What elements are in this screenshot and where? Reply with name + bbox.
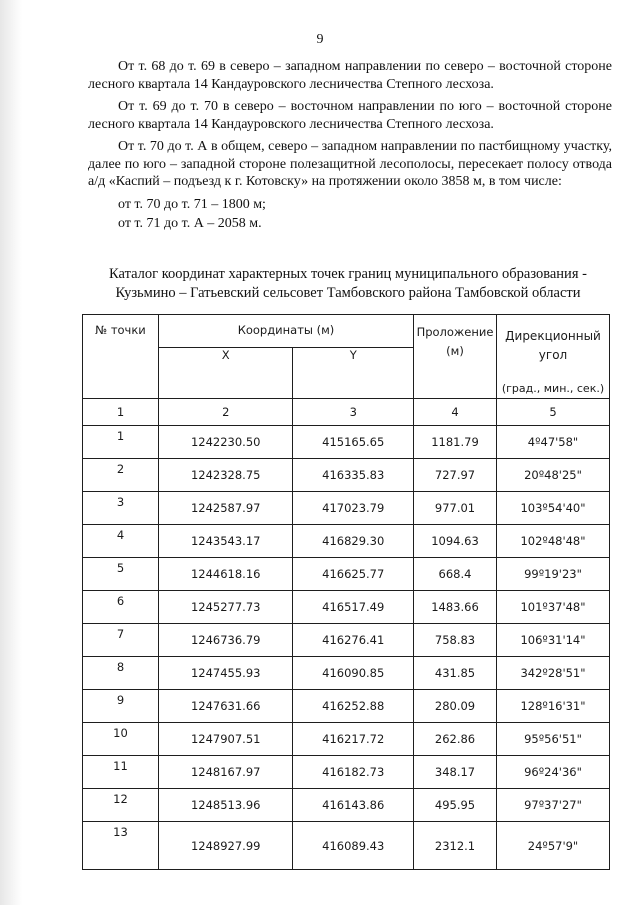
cell-length: 262.86 (414, 723, 497, 756)
cell-length: 668.4 (414, 558, 497, 591)
table-row (83, 426, 610, 459)
cell-point: 5 (83, 558, 159, 591)
cell-length: 758.83 (414, 624, 497, 657)
column-index: 4 (414, 399, 497, 426)
cell-angle: 96º24'36" (497, 756, 610, 789)
segment-item: от т. 70 до т. 71 – 1800 м; (118, 196, 266, 212)
page-number: 9 (316, 32, 324, 47)
boundary-description (88, 58, 612, 235)
cell-length: 727.97 (414, 459, 497, 492)
cell-x: 1244618.16 (159, 558, 293, 591)
table-row (83, 624, 610, 657)
cell-y: 417023.79 (293, 492, 414, 525)
cell-x: 1243543.17 (159, 525, 293, 558)
column-index: 1 (83, 399, 159, 426)
header-length: Проложение (м) (414, 315, 497, 399)
cell-point: 7 (83, 624, 159, 657)
cell-point: 1 (83, 426, 159, 459)
cell-point: 13 (83, 822, 159, 870)
cell-point: 6 (83, 591, 159, 624)
cell-angle: 24º57'9" (497, 822, 610, 870)
cell-point: 9 (83, 690, 159, 723)
header-x: X (159, 348, 293, 399)
cell-point: 10 (83, 723, 159, 756)
cell-angle: 4º47'58" (497, 426, 610, 459)
cell-length: 1094.63 (414, 525, 497, 558)
header-direction-unit: (град., мин., сек.) (501, 382, 605, 395)
cell-angle: 103º54'40" (497, 492, 610, 525)
cell-y: 416182.73 (293, 756, 414, 789)
table-row (83, 690, 610, 723)
cell-length: 280.09 (414, 690, 497, 723)
cell-angle: 102º48'48" (497, 525, 610, 558)
cell-y: 416335.83 (293, 459, 414, 492)
cell-x: 1248167.97 (159, 756, 293, 789)
cell-angle: 106º31'14" (497, 624, 610, 657)
table-row (83, 525, 610, 558)
cell-x: 1248513.96 (159, 789, 293, 822)
table-row (83, 756, 610, 789)
table-row (83, 459, 610, 492)
cell-point: 11 (83, 756, 159, 789)
cell-y: 416090.85 (293, 657, 414, 690)
table-row (83, 591, 610, 624)
cell-y: 416276.41 (293, 624, 414, 657)
table-row (83, 723, 610, 756)
cell-x: 1242328.75 (159, 459, 293, 492)
cell-y: 416089.43 (293, 822, 414, 870)
cell-x: 1247631.66 (159, 690, 293, 723)
cell-x: 1247455.93 (159, 657, 293, 690)
coordinates-table (82, 314, 610, 870)
cell-angle: 20º48'25" (497, 459, 610, 492)
cell-point: 3 (83, 492, 159, 525)
table-caption: Каталог координат характерных точек границ муниципального образования - Кузьмино – Гатьевский сельсовет Тамбовского района Тамбовской области (109, 266, 587, 301)
cell-length: 431.85 (414, 657, 497, 690)
cell-x: 1248927.99 (159, 822, 293, 870)
table-row (83, 822, 610, 870)
cell-y: 416217.72 (293, 723, 414, 756)
cell-x: 1242230.50 (159, 426, 293, 459)
cell-y: 416252.88 (293, 690, 414, 723)
header-point-number: № точки (83, 315, 159, 399)
cell-x: 1246736.79 (159, 624, 293, 657)
cell-angle: 97º37'27" (497, 789, 610, 822)
cell-point: 4 (83, 525, 159, 558)
table-row (83, 558, 610, 591)
column-index: 5 (497, 399, 610, 426)
table-row (83, 657, 610, 690)
table-row (83, 492, 610, 525)
paragraph: От т. 70 до т. А в общем, северо – западном направлении по пастбищному участку, далее по юго – западной стороне полезащитной лесополосы, пересекает полосу отвода а/д «Каспий – подъезд к г. Котовску» на протяжении около 3858 м, в том числе: (88, 139, 612, 189)
cell-y: 416143.86 (293, 789, 414, 822)
cell-length: 2312.1 (414, 822, 497, 870)
segment-item: от т. 71 до т. А – 2058 м. (118, 216, 262, 231)
header-y: Y (293, 348, 414, 399)
table-row (83, 789, 610, 822)
cell-length: 495.95 (414, 789, 497, 822)
cell-length: 1181.79 (414, 426, 497, 459)
cell-angle: 128º16'31" (497, 690, 610, 723)
cell-angle: 99º19'23" (497, 558, 610, 591)
cell-y: 416517.49 (293, 591, 414, 624)
cell-angle: 95º56'51" (497, 723, 610, 756)
cell-angle: 342º28'51" (497, 657, 610, 690)
column-index: 2 (159, 399, 293, 426)
cell-length: 977.01 (414, 492, 497, 525)
cell-x: 1245277.73 (159, 591, 293, 624)
paragraph: От т. 68 до т. 69 в северо – западном направлении по северо – восточной стороне лесного квартала 14 Кандауровского лесничества Степного лесхоза. (88, 59, 612, 92)
paragraph: От т. 69 до т. 70 в северо – восточном направлении по юго – восточной стороне лесного квартала 14 Кандауровского лесничества Степного лесхоза. (88, 99, 612, 132)
header-direction-label: Дирекционный угол (505, 329, 601, 362)
column-index: 3 (293, 399, 414, 426)
cell-point: 8 (83, 657, 159, 690)
cell-length: 1483.66 (414, 591, 497, 624)
scan-shadow-edge (0, 0, 22, 905)
header-coordinates: Координаты (м) (159, 315, 414, 348)
cell-point: 2 (83, 459, 159, 492)
cell-x: 1247907.51 (159, 723, 293, 756)
cell-y: 415165.65 (293, 426, 414, 459)
cell-y: 416625.77 (293, 558, 414, 591)
cell-length: 348.17 (414, 756, 497, 789)
cell-y: 416829.30 (293, 525, 414, 558)
header-direction (497, 315, 610, 399)
cell-x: 1242587.97 (159, 492, 293, 525)
cell-angle: 101º37'48" (497, 591, 610, 624)
cell-point: 12 (83, 789, 159, 822)
